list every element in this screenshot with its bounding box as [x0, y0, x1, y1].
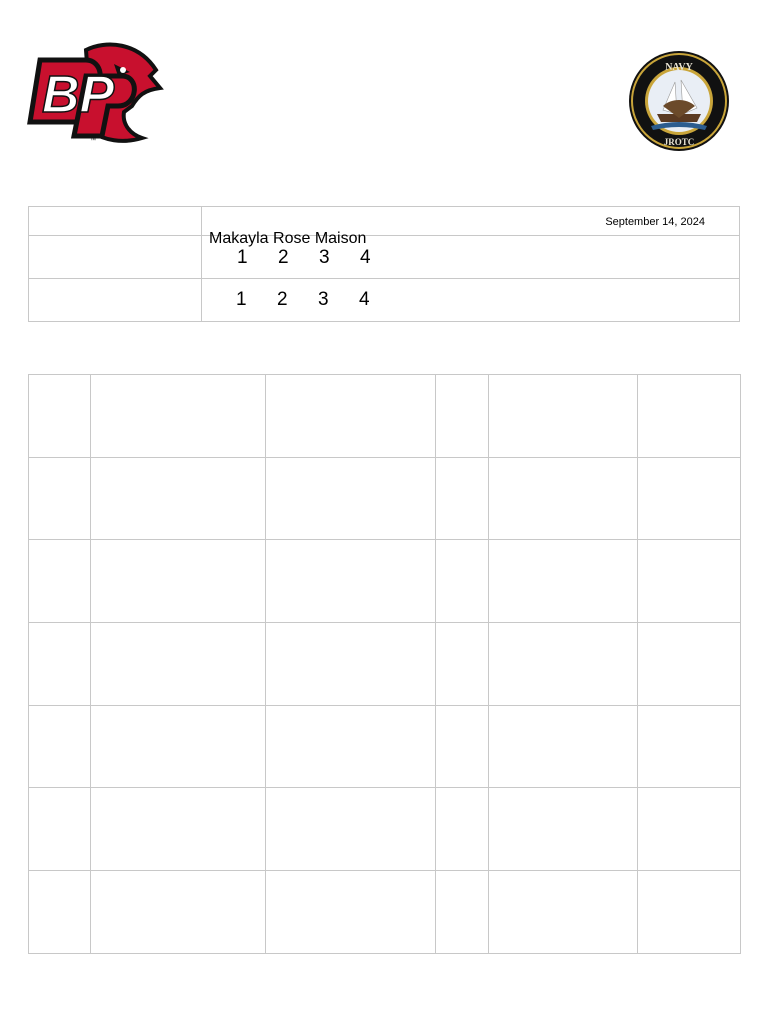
grid-cell	[638, 457, 741, 540]
grid-cell	[29, 623, 91, 706]
grid-cell	[436, 540, 489, 623]
row-divider	[29, 235, 739, 236]
grid-cell	[266, 871, 436, 954]
grid-cell	[638, 540, 741, 623]
grid-cell	[29, 457, 91, 540]
seal-top-text: NAVY	[665, 62, 693, 73]
grid-cell	[489, 705, 638, 788]
grid-cell	[91, 540, 266, 623]
name-field: Makayla Rose Maison	[209, 230, 367, 247]
grid-cell	[436, 623, 489, 706]
svg-text:™: ™	[90, 138, 96, 144]
grid-cell	[91, 788, 266, 871]
rating-number: 1	[236, 289, 247, 310]
grid-row	[29, 788, 741, 871]
grid-cell	[266, 788, 436, 871]
grid-cell	[266, 623, 436, 706]
date-field: September 14, 2024	[605, 216, 705, 228]
seal-bottom-text: JROTC	[663, 137, 695, 147]
grid-cell	[266, 540, 436, 623]
grid-row	[29, 705, 741, 788]
grid-cell	[29, 871, 91, 954]
grid-row	[29, 457, 741, 540]
rating-numbers-row-2	[236, 289, 400, 311]
column-divider	[201, 207, 202, 321]
grid-cell	[266, 457, 436, 540]
bp-logo	[26, 40, 164, 146]
grid-cell	[638, 623, 741, 706]
grid-cell	[436, 705, 489, 788]
bp-logo-letters: BP	[42, 66, 115, 124]
entry-grid	[28, 374, 741, 954]
grid-cell	[489, 457, 638, 540]
grid-cell	[266, 705, 436, 788]
grid-row	[29, 623, 741, 706]
grid-cell	[436, 375, 489, 458]
grid-cell	[489, 540, 638, 623]
grid-cell	[91, 457, 266, 540]
rating-number: 4	[360, 247, 371, 268]
grid-cell	[638, 705, 741, 788]
grid-row	[29, 871, 741, 954]
rating-number: 4	[359, 289, 370, 310]
grid-row	[29, 375, 741, 458]
grid-cell	[266, 375, 436, 458]
grid-cell	[29, 375, 91, 458]
grid-cell	[489, 871, 638, 954]
grid-row	[29, 540, 741, 623]
grid-cell	[29, 705, 91, 788]
grid-cell	[638, 788, 741, 871]
grid-cell	[91, 623, 266, 706]
grid-cell	[489, 623, 638, 706]
rating-number: 2	[277, 289, 288, 310]
row-divider	[29, 278, 739, 279]
grid-cell	[436, 871, 489, 954]
info-table	[28, 206, 740, 322]
rating-number: 1	[237, 247, 248, 268]
grid-cell	[91, 375, 266, 458]
rating-number: 3	[319, 247, 330, 268]
rating-number: 2	[278, 247, 289, 268]
grid-cell	[436, 788, 489, 871]
rating-number: 3	[318, 289, 329, 310]
grid-cell	[638, 375, 741, 458]
grid-cell	[29, 540, 91, 623]
grid-cell	[489, 788, 638, 871]
grid-cell	[638, 871, 741, 954]
grid-cell	[29, 788, 91, 871]
grid-cell	[489, 375, 638, 458]
rating-numbers-row-1	[237, 247, 401, 269]
grid-cell	[91, 871, 266, 954]
grid-cell	[436, 457, 489, 540]
navy-jrotc-seal	[627, 48, 731, 154]
grid-cell	[91, 705, 266, 788]
